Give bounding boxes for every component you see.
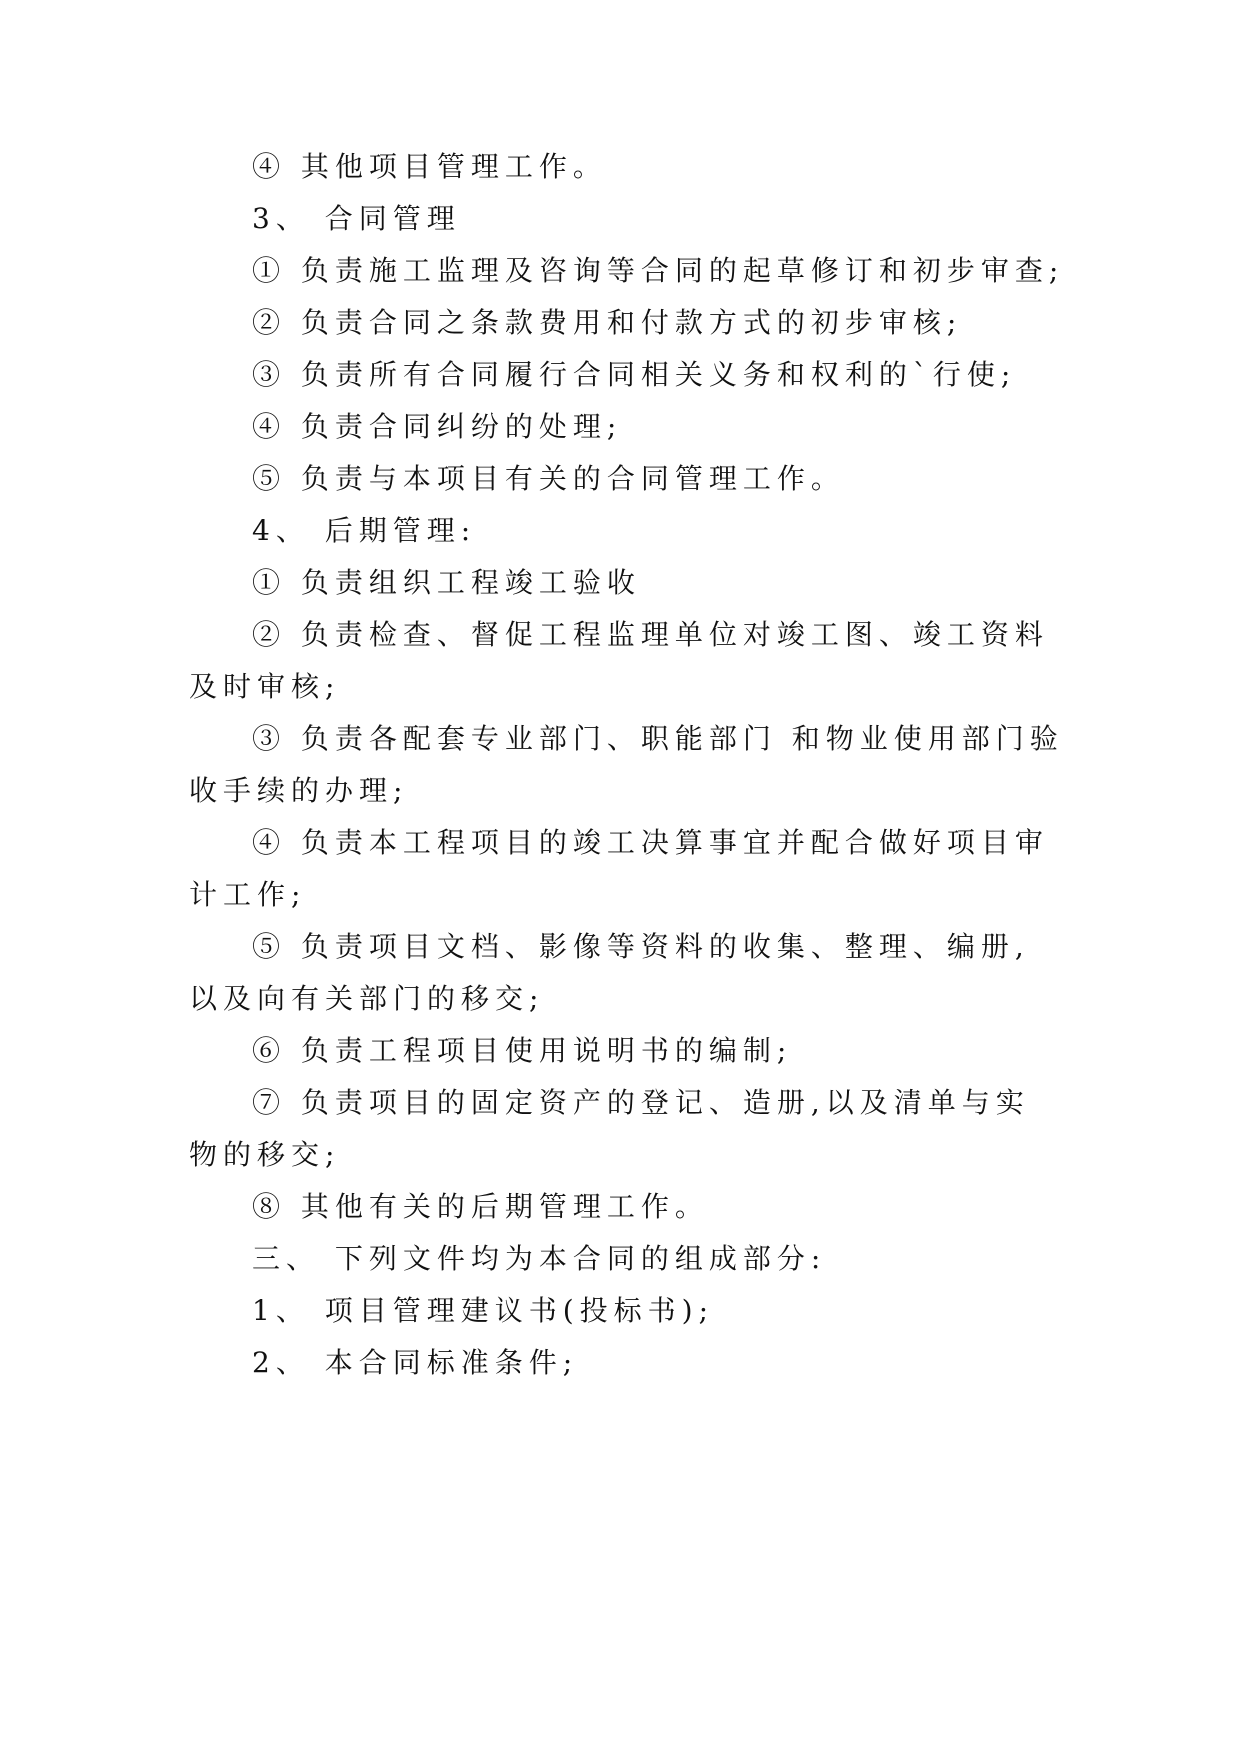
paragraph-line: ① 负责施工监理及咨询等合同的起草修订和初步审查; (252, 254, 1065, 287)
paragraph-line: ⑧ 其他有关的后期管理工作。 (252, 1190, 709, 1223)
paragraph-line: ⑦ 负责项目的固定资产的登记、造册,以及清单与实 (252, 1086, 1030, 1119)
section-heading: 三、 下列文件均为本合同的组成部分: (252, 1242, 827, 1275)
paragraph-line: ⑤ 负责项目文档、影像等资料的收集、整理、编册, (252, 930, 1030, 963)
paragraph-line: 物的移交; (189, 1138, 341, 1171)
paragraph-line: ① 负责组织工程竣工验收 (252, 566, 641, 599)
paragraph-line: 1、 项目管理建议书(投标书); (252, 1294, 714, 1327)
paragraph-line: 2、 本合同标准条件; (252, 1346, 579, 1379)
paragraph-line: 计工作; (189, 878, 307, 911)
paragraph-line: 以及向有关部门的移交; (189, 982, 545, 1015)
paragraph-line: ④ 其他项目管理工作。 (252, 150, 607, 183)
paragraph-line: ② 负责检查、督促工程监理单位对竣工图、竣工资料 (252, 618, 1049, 651)
paragraph-line: ④ 负责合同纠纷的处理; (252, 410, 623, 443)
section-heading: 3、 合同管理 (252, 202, 461, 235)
paragraph-line: ② 负责合同之条款费用和付款方式的初步审核; (252, 306, 963, 339)
section-heading: 4、 后期管理: (252, 514, 477, 547)
paragraph-line: ④ 负责本工程项目的竣工决算事宜并配合做好项目审 (252, 826, 1049, 859)
paragraph-line: ③ 负责所有合同履行合同相关义务和权利的`行使; (252, 358, 1017, 391)
paragraph-line: ⑤ 负责与本项目有关的合同管理工作。 (252, 462, 845, 495)
paragraph-line: ③ 负责各配套专业部门、职能部门 和物业使用部门验 (252, 722, 1064, 755)
paragraph-line: ⑥ 负责工程项目使用说明书的编制; (252, 1034, 793, 1067)
paragraph-line: 收手续的办理; (189, 774, 409, 807)
paragraph-line: 及时审核; (189, 670, 341, 703)
